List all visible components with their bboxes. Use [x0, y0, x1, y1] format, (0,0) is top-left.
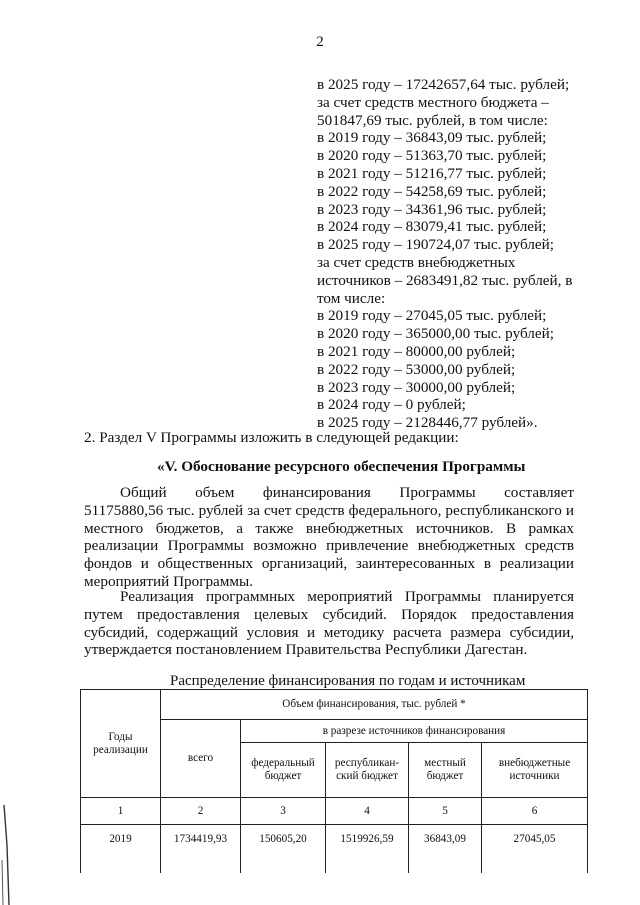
- listing-line: источников – 2683491,82 тыс. рублей, в: [317, 271, 573, 289]
- scan-edge-mark: [0, 805, 12, 905]
- paragraph-line: Реализация программных мероприятий Программы планируется: [120, 588, 574, 605]
- listing-line: в 2023 году – 34361,96 тыс. рублей;: [317, 200, 547, 218]
- column-number: 1: [81, 798, 161, 825]
- column-number: 3: [241, 798, 326, 825]
- amendment-point: 2. Раздел V Программы изложить в следующей редакции:: [84, 429, 459, 446]
- listing-line: за счет средств местного бюджета –: [317, 93, 549, 111]
- header-total: всего: [161, 720, 241, 798]
- listing-line: том числе:: [317, 289, 386, 307]
- header-local: местный бюджет: [409, 743, 482, 798]
- paragraph-line: мероприятий Программы.: [84, 572, 254, 590]
- paragraph-line: субсидий, содержащий условия и методику расчета размера субсидии,: [84, 623, 574, 641]
- column-number: 4: [326, 798, 409, 825]
- paragraph-line: фондов и общественных организаций, заинтересованных в реализации: [84, 555, 574, 573]
- cell-extrabudgetary: 27045,05: [482, 825, 588, 874]
- section-title: «V. Обоснование ресурсного обеспечения Программы: [157, 458, 526, 475]
- listing-line: в 2019 году – 27045,05 тыс. рублей;: [317, 307, 547, 325]
- listing-line: в 2022 году – 54258,69 тыс. рублей;: [317, 182, 547, 200]
- listing-line: в 2024 году – 83079,41 тыс. рублей;: [317, 218, 547, 236]
- funding-listing: [317, 76, 592, 432]
- paragraph-total-funding: [84, 484, 574, 591]
- listing-line: за счет средств внебюджетных: [317, 253, 516, 271]
- header-volume: Объем финансирования, тыс. рублей *: [161, 690, 588, 720]
- cell-local: 36843,09: [409, 825, 482, 874]
- column-number: 5: [409, 798, 482, 825]
- header-republican: республикан-ский бюджет: [326, 743, 409, 798]
- listing-line: в 2024 году – 0 рублей;: [317, 396, 466, 414]
- paragraph-line: путем предоставления целевых субсидий. Порядок предоставления: [84, 605, 574, 623]
- header-federal: федеральный бюджет: [241, 743, 326, 798]
- paragraph-line: 51175880,56 тыс. рублей за счет средств федерального, республиканского и: [84, 501, 574, 519]
- table-caption: Распределение финансирования по годам и источникам: [170, 673, 526, 689]
- paragraph-line: реализации Программы возможно привлечение внебюджетных средств: [84, 537, 574, 555]
- cell-total: 1734419,93: [161, 825, 241, 874]
- listing-line: в 2021 году – 80000,00 рублей;: [317, 342, 516, 360]
- listing-line: в 2022 году – 53000,00 рублей;: [317, 360, 516, 378]
- table-row: [81, 825, 588, 874]
- paragraph-subsidies: [84, 588, 574, 659]
- listing-line: в 2020 году – 51363,70 тыс. рублей;: [317, 147, 547, 165]
- header-sources: в разрезе источников финансирования: [241, 720, 588, 743]
- paragraph-line: Общий объем финансирования Программы составляет: [120, 484, 574, 501]
- listing-line: в 2023 году – 30000,00 рублей;: [317, 378, 516, 396]
- cell-year: 2019: [81, 825, 161, 874]
- column-number: 2: [161, 798, 241, 825]
- column-number-row: [81, 798, 588, 825]
- financing-table: [80, 689, 588, 873]
- listing-line: 501847,69 тыс. рублей, в том числе:: [317, 111, 548, 129]
- paragraph-line: местного бюджетов, а также внебюджетных источников. В рамках: [84, 519, 574, 537]
- paragraph-line: утверждается постановлением Правительства Республики Дагестан.: [84, 641, 528, 659]
- column-number: 6: [482, 798, 588, 825]
- listing-line: в 2025 году – 190724,07 тыс. рублей;: [317, 236, 554, 254]
- listing-line: в 2025 году – 17242657,64 тыс. рублей;: [317, 76, 570, 93]
- header-extrabudgetary: внебюджетные источники: [482, 743, 588, 798]
- listing-line: в 2025 году – 2128446,77 рублей».: [317, 414, 538, 432]
- cell-republican: 1519926,59: [326, 825, 409, 874]
- listing-line: в 2020 году – 365000,00 тыс. рублей;: [317, 325, 554, 343]
- page-number: 2: [316, 34, 324, 50]
- listing-line: в 2021 году – 51216,77 тыс. рублей;: [317, 164, 547, 182]
- header-years: Годы реализации: [81, 690, 161, 798]
- cell-federal: 150605,20: [241, 825, 326, 874]
- listing-line: в 2019 году – 36843,09 тыс. рублей;: [317, 129, 547, 147]
